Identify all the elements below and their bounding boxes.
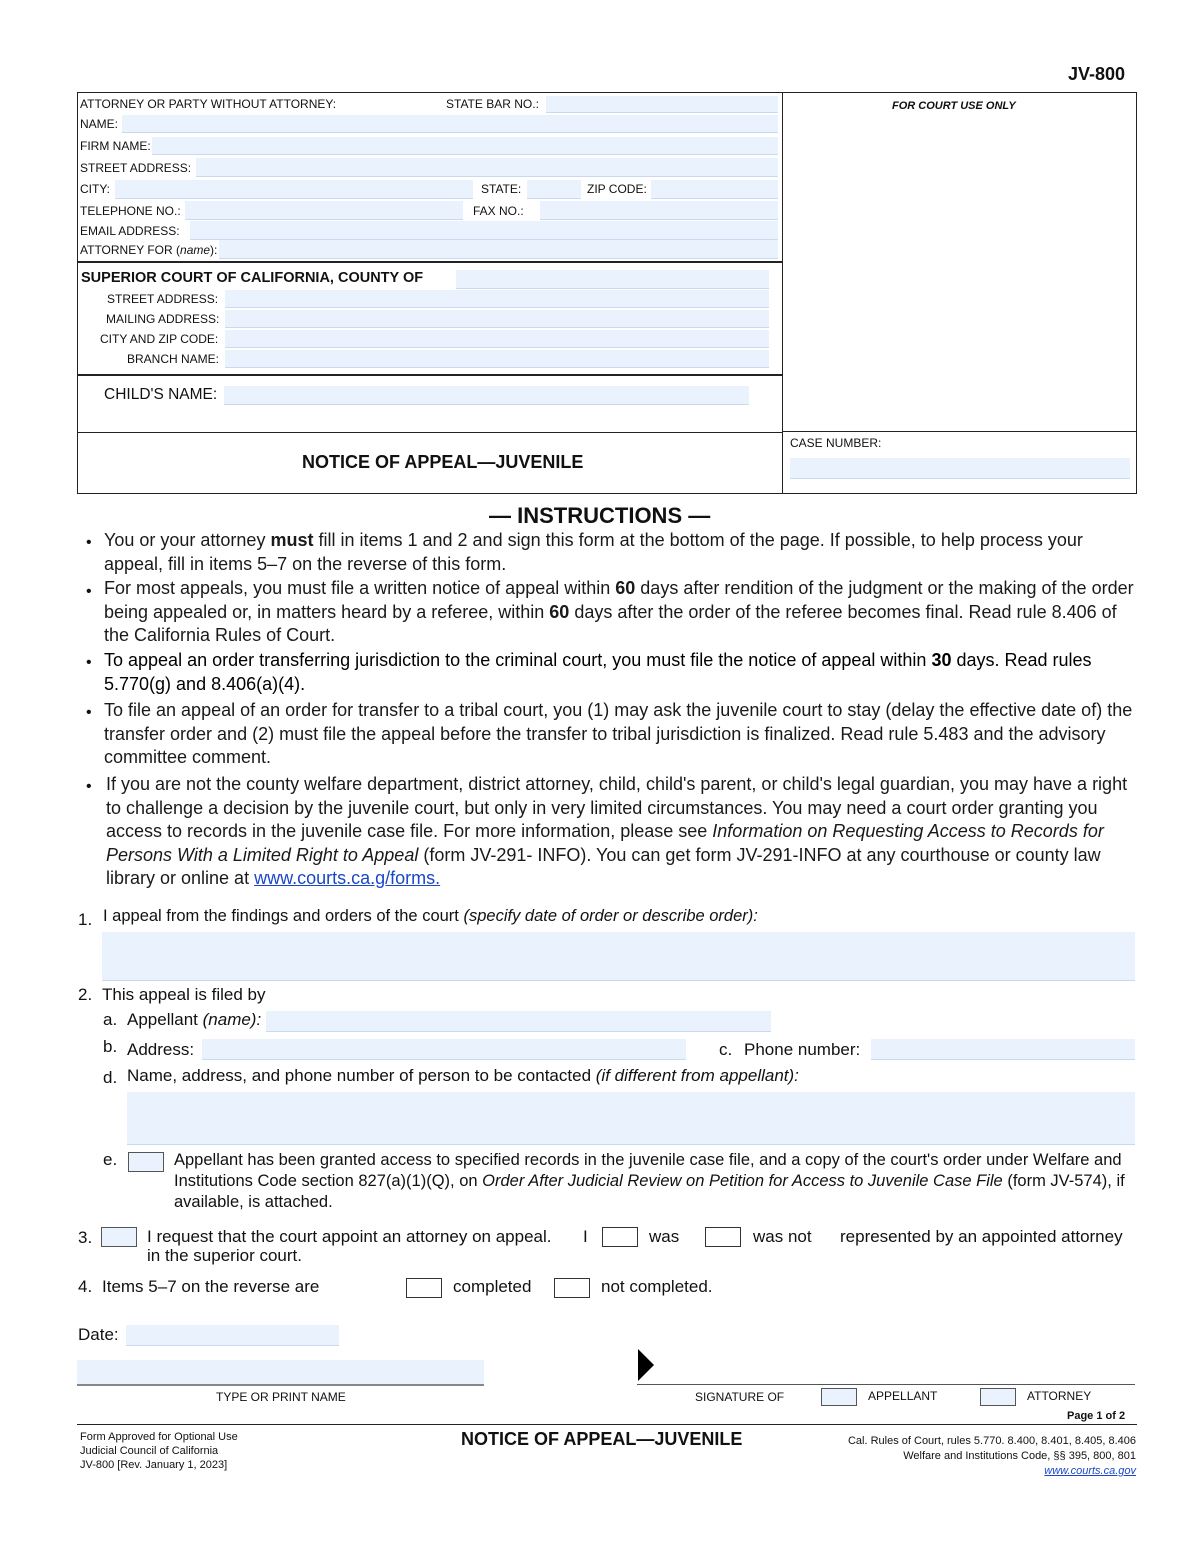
caption-right-box [782, 92, 1137, 494]
was-not-checkbox[interactable] [705, 1227, 741, 1247]
footer-council: Judicial Council of California [80, 1445, 219, 1457]
instruction-4: To file an appeal of an order for transfer to a tribal court, you (1) may ask the juvenile court to stay (delay the effective date of) the transfer order and (2) must file the appeal before the transfer to tribal jurisdiction is finalized. Read rule 5.483 and the advisory committee comment. [104, 700, 1133, 767]
footer-rule [77, 1424, 1137, 1425]
item-1-text [103, 907, 758, 926]
records-access-text: Appellant has been granted access to specified records in the juvenile case file, and a copy of the court's order under Welfare and Institutions Code section 827(a)(1)(Q), on [174, 1151, 1122, 1190]
bullet-dot: • [86, 583, 92, 600]
fax-field[interactable] [540, 201, 778, 220]
instruction-5-italic: Information on Requesting Access to Records for Persons With a Limited Right to Appeal [106, 821, 1104, 865]
date-label: Date: [78, 1325, 119, 1344]
completed-checkbox[interactable] [406, 1278, 442, 1298]
item-2d-letter: d. [103, 1068, 118, 1087]
street-field[interactable] [196, 158, 778, 177]
instruction-2-end: days after the order of the referee becomes final. Read rule 8.406 of the California Rules of Court. [104, 601, 1117, 645]
item-2b-text: Address: [127, 1040, 195, 1059]
divider-title [77, 432, 783, 433]
contact-italic: (if different from appellant): [595, 1066, 799, 1085]
footer-rules: Cal. Rules of Court, rules 5.770. 8.400, 8.401, 8.405, 8.406 [847, 1435, 1136, 1447]
attorney-for-name-italic: name [180, 243, 211, 257]
item-2a-letter: a. [103, 1010, 118, 1029]
divider-court [77, 261, 783, 263]
zip-field[interactable] [651, 180, 778, 199]
attorney-label: ATTORNEY OR PARTY WITHOUT ATTORNEY: [80, 97, 337, 111]
instruction-3-bold: 30 [931, 650, 952, 670]
footer-website-link[interactable]: www.courts.ca.gov [1044, 1465, 1136, 1477]
attorney-for-field[interactable] [219, 240, 778, 259]
not-completed-checkbox[interactable] [554, 1278, 590, 1298]
email-field[interactable] [190, 221, 778, 240]
attorney-for-text: ATTORNEY FOR ( [80, 243, 181, 257]
bullet-dot: • [86, 654, 92, 671]
child-field[interactable] [224, 386, 749, 405]
case-number-field[interactable] [790, 458, 1130, 479]
attorney-for-label [80, 243, 217, 257]
contact-label: Name, address, and phone number of person to be contacted [127, 1066, 596, 1085]
instruction-1 [104, 529, 1139, 576]
type-name-label: TYPE OR PRINT NAME [216, 1390, 346, 1404]
footer-left [80, 1430, 238, 1472]
appellant-address-field[interactable] [202, 1039, 686, 1060]
courts-forms-link[interactable]: www.courts.ca.g/forms. [254, 868, 441, 888]
records-access-end: (form JV-574), if available, is attached. [174, 1172, 1125, 1211]
phone-label: TELEPHONE NO.: [80, 204, 181, 218]
instruction-2-bold: 60 [615, 578, 636, 598]
signature-attorney-checkbox[interactable] [980, 1388, 1016, 1406]
divider-child [77, 374, 783, 376]
state-bar-field[interactable] [546, 96, 778, 113]
item-2e-letter: e. [103, 1150, 118, 1169]
appellant-name-field[interactable] [266, 1011, 771, 1032]
item-2d-text [127, 1066, 799, 1086]
footer-code: Welfare and Institutions Code, §§ 395, 800, 801 [903, 1450, 1136, 1462]
signature-attorney-label: ATTORNEY [1027, 1389, 1092, 1403]
divider-case [782, 431, 1137, 432]
item-1-italic: (specify date of order or describe order): [463, 907, 758, 925]
item-2-number: 2. [78, 985, 93, 1004]
instruction-1-text: You or your attorney [104, 530, 271, 550]
court-mailing-label: MAILING ADDRESS: [106, 312, 220, 326]
item-4-number: 4. [78, 1277, 93, 1296]
instruction-2-text: For most appeals, you must file a written notice of appeal within [104, 578, 616, 598]
was-label: was [649, 1227, 680, 1246]
bullet-dot: • [86, 704, 92, 721]
appellant-phone-field[interactable] [871, 1039, 1135, 1060]
instruction-5-text: If you are not the county welfare department, district attorney, child, child's parent, or child's legal guardian, you may have a right to challenge a decision by the juvenile court, but only in very limited circumstances. You may need a court order granting you access to records in the juvenile case file. For more information, please see [106, 774, 1128, 841]
order-description-field[interactable] [102, 932, 1135, 981]
court-branch-label: BRANCH NAME: [127, 352, 220, 366]
was-checkbox[interactable] [602, 1227, 638, 1247]
item-2c-letter: c. [719, 1040, 733, 1059]
instruction-1-bold: must [270, 530, 314, 550]
firm-field[interactable] [152, 137, 778, 155]
court-branch-field[interactable] [225, 350, 769, 368]
signature-appellant-checkbox[interactable] [821, 1388, 857, 1406]
instructions-heading: — INSTRUCTIONS — [489, 503, 711, 528]
not-completed-label: not completed. [601, 1277, 713, 1296]
item-2-text: This appeal is filed by [102, 985, 266, 1004]
instruction-2 [104, 577, 1139, 648]
state-label: STATE: [481, 182, 522, 196]
represented-label: represented by an appointed attorney [840, 1227, 1123, 1246]
court-street-label: STREET ADDRESS: [107, 292, 219, 306]
footer-revision: JV-800 [Rev. January 1, 2023] [80, 1459, 228, 1471]
footer-right [848, 1434, 1136, 1479]
item-1-label: I appeal from the findings and orders of the court [103, 907, 464, 925]
appoint-attorney-checkbox[interactable] [101, 1227, 137, 1247]
was-not-label: was not [753, 1227, 812, 1246]
records-access-checkbox[interactable] [128, 1152, 164, 1172]
page-number: Page 1 of 2 [1067, 1410, 1126, 1422]
instruction-3-end: days. Read rules 5.770(g) and 8.406(a)(4). [104, 650, 1092, 694]
state-bar-label: STATE BAR NO.: [446, 97, 539, 111]
street-label: STREET ADDRESS: [80, 161, 192, 175]
records-access-italic: Order After Judicial Review on Petition for Access to Juvenile Case File [482, 1172, 1003, 1190]
contact-person-field[interactable] [127, 1092, 1135, 1145]
state-field[interactable] [527, 180, 581, 199]
instruction-5 [106, 773, 1138, 891]
court-title: SUPERIOR COURT OF CALIFORNIA, COUNTY OF [81, 270, 424, 286]
instruction-1-rest: fill in items 1 and 2 and sign this form at the bottom of the page. If possible, to help process your appeal, fill in items 5–7 on the reverse of this form. [104, 530, 1083, 574]
child-label: CHILD'S NAME: [104, 386, 218, 403]
item-1-number: 1. [78, 910, 93, 929]
email-label: EMAIL ADDRESS: [80, 224, 180, 238]
caption-title: NOTICE OF APPEAL—JUVENILE [302, 452, 584, 472]
instruction-3-text: To appeal an order transferring jurisdiction to the criminal court, you must file the notice of appeal within [104, 650, 932, 670]
fax-label: FAX NO.: [473, 204, 524, 218]
case-number-label: CASE NUMBER: [790, 436, 882, 450]
attorney-for-end: ): [210, 243, 218, 257]
court-use-label: FOR COURT USE ONLY [892, 100, 1016, 112]
item-3-i: I [583, 1227, 588, 1246]
county-field[interactable] [456, 270, 769, 289]
appellant-italic: (name): [202, 1010, 262, 1029]
item-4-text: Items 5–7 on the reverse are [102, 1277, 320, 1296]
form-number: JV-800 [1068, 64, 1126, 84]
phone-field[interactable] [185, 201, 463, 220]
instruction-2-bold2: 60 [549, 601, 570, 622]
instruction-5-mid: (form JV-291- INFO). You can get form JV-291-INFO at any courthouse or county law library or online at [106, 844, 1101, 888]
signature-line [637, 1384, 1135, 1385]
date-field[interactable] [126, 1325, 339, 1346]
item-2c-text: Phone number: [744, 1040, 861, 1059]
court-cityzip-label: CITY AND ZIP CODE: [100, 332, 219, 346]
footer-approved: Form Approved for Optional Use [80, 1431, 238, 1443]
item-3-number: 3. [78, 1228, 93, 1247]
completed-label: completed [453, 1277, 532, 1296]
instruction-2-mid: days after rendition of the judgment or the making of the order being appealed or, in matters heard by a referee, within [104, 578, 1134, 622]
bullet-dot: • [86, 534, 92, 551]
instruction-3 [104, 649, 1094, 696]
signature-arrow-icon [638, 1349, 654, 1381]
signature-of-label: SIGNATURE OF [695, 1390, 785, 1404]
footer-title: NOTICE OF APPEAL—JUVENILE [461, 1429, 743, 1449]
appellant-label: Appellant [127, 1010, 203, 1029]
print-name-field[interactable] [77, 1360, 484, 1386]
item-2b-letter: b. [103, 1037, 118, 1056]
zip-label: ZIP CODE: [587, 182, 647, 196]
item-3-text: I request that the court appoint an attorney on appeal. [147, 1227, 552, 1246]
item-3-line2: in the superior court. [147, 1246, 302, 1265]
court-street-field[interactable] [225, 290, 769, 308]
bullet-dot: • [86, 778, 92, 795]
signature-appellant-label: APPELLANT [868, 1389, 938, 1403]
item-2a-text [127, 1010, 261, 1030]
firm-label: FIRM NAME: [80, 139, 151, 153]
court-mailing-field[interactable] [225, 310, 769, 328]
item-2e-text [174, 1150, 1136, 1213]
court-cityzip-field[interactable] [225, 330, 769, 348]
city-field[interactable] [115, 180, 473, 199]
name-field[interactable] [122, 115, 778, 133]
name-label: NAME: [80, 117, 119, 131]
city-label: CITY: [80, 182, 111, 196]
